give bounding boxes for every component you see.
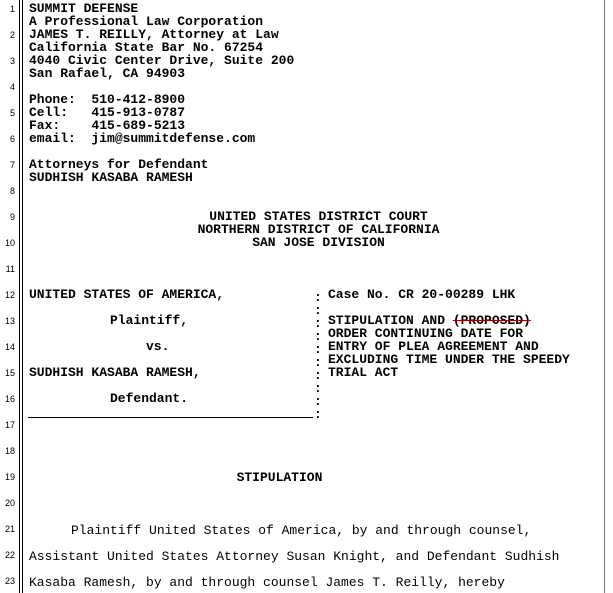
address-line-1: 4040 Civic Center Drive, Suite 200 xyxy=(29,53,295,68)
bar-number: California State Bar No. 67254 xyxy=(29,40,264,55)
caption-colons: : : : : : : : : : : xyxy=(314,290,322,422)
document-title-line-4: EXCLUDING TIME UNDER THE SPEEDY xyxy=(328,352,570,367)
line-number: 8 xyxy=(9,186,15,196)
defendant-name: SUDHISH KASABA RAMESH, xyxy=(29,365,201,380)
stipulation-heading: STIPULATION xyxy=(236,470,323,485)
struck-proposed: (PROPOSED) xyxy=(452,313,531,328)
line-number: 1 xyxy=(9,4,15,14)
case-number: Case No. CR 20-00289 LHK xyxy=(328,287,516,302)
attorneys-for-label: Attorneys for Defendant xyxy=(29,157,209,172)
body-line-3: Kasaba Ramesh, by and through counsel James T. Reilly, hereby xyxy=(29,575,505,590)
title-text: STIPULATION AND xyxy=(328,313,453,328)
line-number: 4 xyxy=(9,82,15,92)
cell-line: Cell: 415-913-0787 xyxy=(29,105,186,120)
court-district: NORTHERN DISTRICT OF CALIFORNIA xyxy=(197,222,440,237)
left-margin-line xyxy=(19,0,20,593)
body-line-2: Assistant United States Attorney Susan Knight, and Defendant Sudhish xyxy=(29,549,560,564)
line-number: 6 xyxy=(9,134,15,144)
defendant-role: Defendant. xyxy=(110,391,189,406)
firm-name: SUMMIT DEFENSE xyxy=(29,1,139,16)
fax-line: Fax: 415-689-5213 xyxy=(29,118,186,133)
line-number: 20 xyxy=(4,498,15,508)
phone-line: Phone: 510-412-8900 xyxy=(29,92,186,107)
line-number: 9 xyxy=(9,212,15,222)
versus: vs. xyxy=(146,339,170,354)
attorneys-for-client: SUDHISH KASABA RAMESH xyxy=(29,170,193,185)
plaintiff-role: Plaintiff, xyxy=(110,313,189,328)
document-title-line-2: ORDER CONTINUING DATE FOR xyxy=(328,326,524,341)
line-number: 10 xyxy=(4,238,15,248)
address-line-2: San Rafael, CA 94903 xyxy=(29,66,186,81)
left-margin-line-inner xyxy=(22,0,23,593)
line-number: 13 xyxy=(4,316,15,326)
line-number: 14 xyxy=(4,342,15,352)
document-title-line-5: TRIAL ACT xyxy=(328,365,399,380)
line-number: 3 xyxy=(9,56,15,66)
email-line: email: jim@summitdefense.com xyxy=(29,131,256,146)
line-number: 11 xyxy=(5,264,15,274)
line-number: 2 xyxy=(9,30,15,40)
attorney-name: JAMES T. REILLY, Attorney at Law xyxy=(29,27,279,42)
line-number: 5 xyxy=(9,108,15,118)
line-number: 21 xyxy=(4,524,15,534)
line-number: 7 xyxy=(9,160,15,170)
firm-type: A Professional Law Corporation xyxy=(29,14,264,29)
line-number: 18 xyxy=(4,446,15,456)
line-number: 17 xyxy=(4,420,15,430)
plaintiff-name: UNITED STATES OF AMERICA, xyxy=(29,287,225,302)
caption-rule xyxy=(28,417,313,418)
line-number: 16 xyxy=(4,394,15,404)
line-number: 15 xyxy=(4,368,15,378)
document-title-line-3: ENTRY OF PLEA AGREEMENT AND xyxy=(328,339,539,354)
court-division: SAN JOSE DIVISION xyxy=(252,235,385,250)
line-number: 19 xyxy=(4,472,15,482)
line-number: 23 xyxy=(4,576,15,586)
right-margin-line xyxy=(604,0,605,593)
court-name: UNITED STATES DISTRICT COURT xyxy=(209,209,428,224)
line-number: 12 xyxy=(4,290,15,300)
body-line-1: Plaintiff United States of America, by and through counsel, xyxy=(71,523,532,538)
line-number: 22 xyxy=(4,550,15,560)
